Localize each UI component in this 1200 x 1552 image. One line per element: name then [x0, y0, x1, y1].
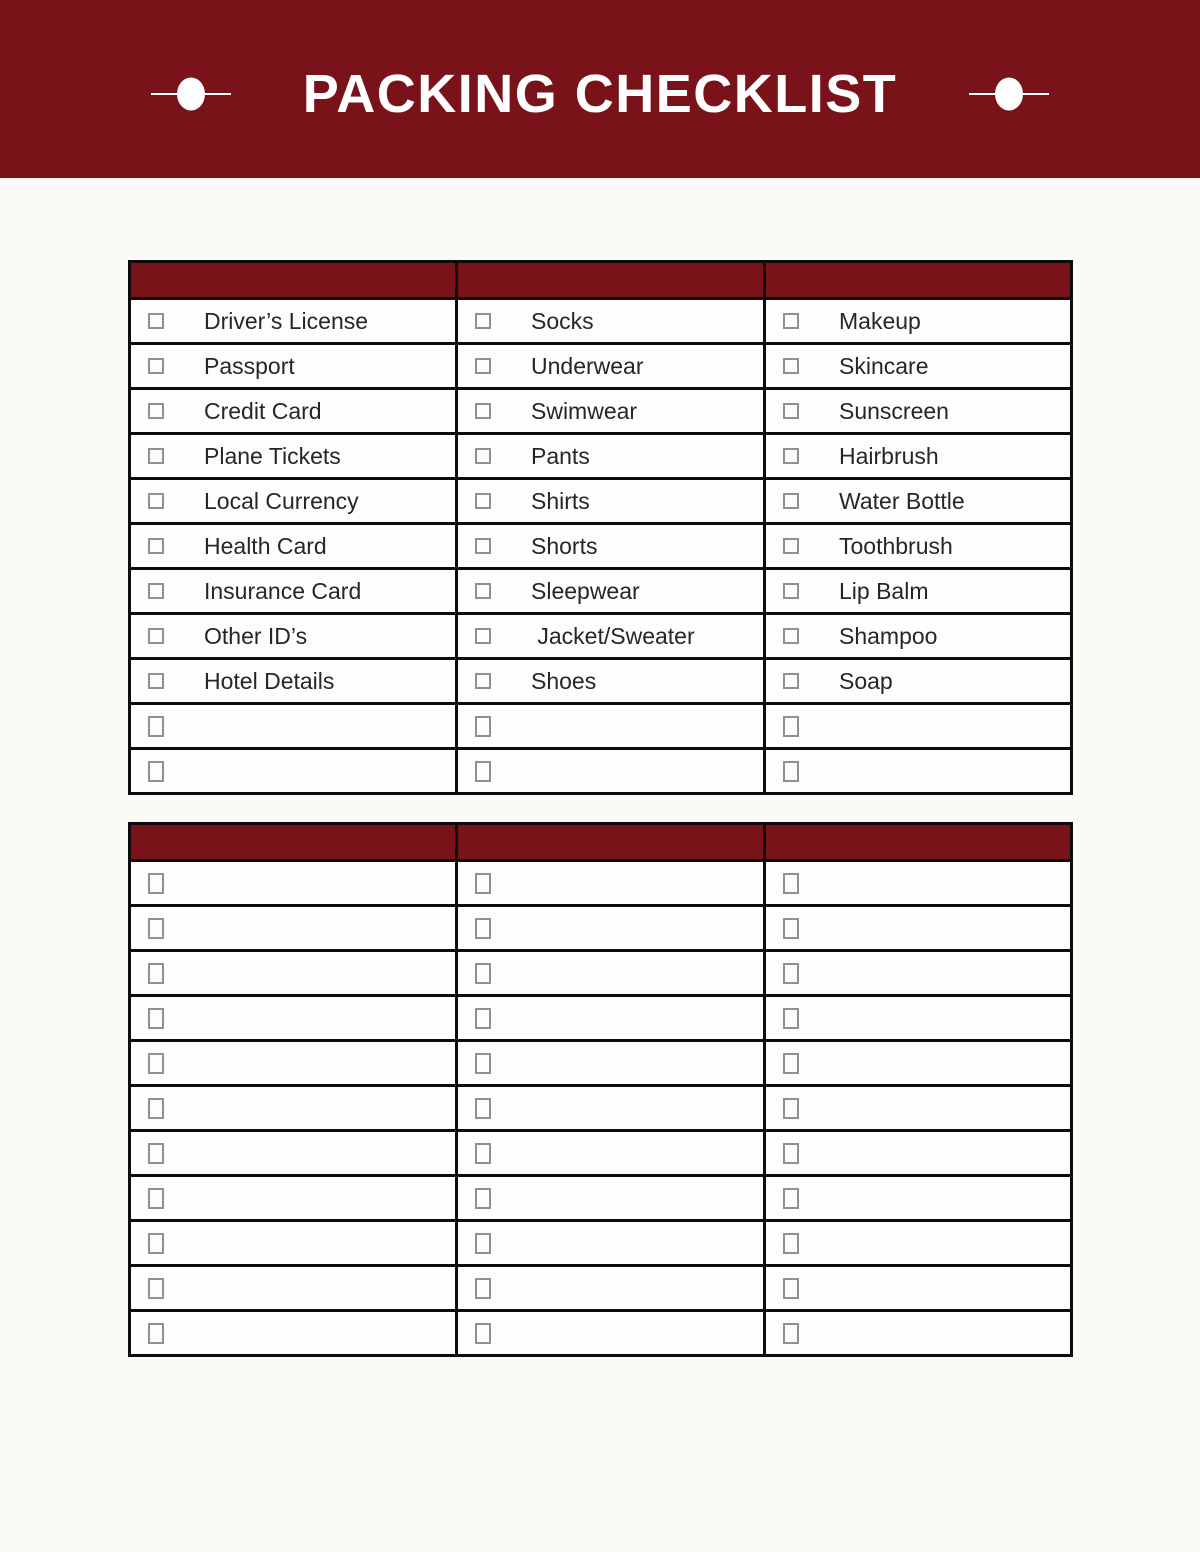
item-checkbox[interactable]	[475, 673, 491, 689]
checklist-cell	[765, 704, 1072, 749]
item-label: Sunscreen	[839, 397, 949, 424]
checklist-cell	[457, 344, 765, 389]
checklist-cell	[130, 659, 457, 704]
checklist-cell	[130, 524, 457, 569]
left-divider-ornament-icon	[151, 74, 231, 114]
checklist-cell	[457, 614, 765, 659]
item-checkbox[interactable]	[148, 761, 164, 782]
item-label: Soap	[839, 667, 893, 694]
item-checkbox[interactable]	[475, 313, 491, 329]
checklist-cell	[765, 861, 1072, 906]
item-checkbox[interactable]	[783, 1143, 799, 1164]
checklist-cell	[765, 1221, 1072, 1266]
checklist-cell	[457, 1266, 765, 1311]
packing-items-table	[128, 260, 1073, 795]
checklist-cell	[765, 434, 1072, 479]
checklist-cell	[765, 344, 1072, 389]
item-checkbox[interactable]	[783, 628, 799, 644]
extra-items-table	[128, 822, 1073, 1357]
checklist-cell	[457, 1086, 765, 1131]
item-label: Hotel Details	[204, 667, 335, 694]
item-checkbox[interactable]	[148, 1143, 164, 1164]
checklist-cell	[457, 951, 765, 996]
item-checkbox[interactable]	[475, 1323, 491, 1344]
checklist-cell	[457, 1221, 765, 1266]
item-label: Insurance Card	[204, 577, 362, 604]
table-row	[130, 1131, 1072, 1176]
checklist-cell	[130, 434, 457, 479]
ornament-dot-icon	[177, 78, 205, 111]
item-checkbox[interactable]	[148, 1008, 164, 1029]
table-header-cell	[130, 824, 457, 861]
item-checkbox[interactable]	[148, 583, 164, 599]
item-checkbox[interactable]	[783, 403, 799, 419]
item-checkbox[interactable]	[783, 918, 799, 939]
table-row	[130, 1176, 1072, 1221]
item-checkbox[interactable]	[148, 716, 164, 737]
item-checkbox[interactable]	[783, 673, 799, 689]
item-label: Health Card	[204, 532, 327, 559]
item-label: Makeup	[839, 307, 921, 334]
checklist-cell	[457, 659, 765, 704]
item-checkbox[interactable]	[783, 358, 799, 374]
item-checkbox[interactable]	[475, 1143, 491, 1164]
table-row	[130, 906, 1072, 951]
item-label: Hairbrush	[839, 442, 939, 469]
checklist-cell	[765, 1311, 1072, 1356]
table-row	[130, 659, 1072, 704]
item-checkbox[interactable]	[148, 628, 164, 644]
checklist-cell	[130, 906, 457, 951]
table-row	[130, 1086, 1072, 1131]
checklist-cell	[130, 344, 457, 389]
checklist-cell	[765, 1266, 1072, 1311]
checklist-cell	[765, 749, 1072, 794]
checklist-cell	[765, 906, 1072, 951]
item-label: Driver’s License	[204, 307, 369, 334]
item-checkbox[interactable]	[148, 873, 164, 894]
item-checkbox[interactable]	[783, 761, 799, 782]
checklist-cell	[130, 1086, 457, 1131]
table-row	[130, 951, 1072, 996]
checklist-cell	[765, 479, 1072, 524]
item-checkbox[interactable]	[783, 1233, 799, 1254]
item-checkbox[interactable]	[148, 918, 164, 939]
checklist-cell	[130, 1176, 457, 1221]
table-row	[130, 996, 1072, 1041]
item-checkbox[interactable]	[148, 1053, 164, 1074]
checklist-cell	[130, 299, 457, 344]
table-row	[130, 479, 1072, 524]
checklist-cell	[457, 299, 765, 344]
item-checkbox[interactable]	[148, 1233, 164, 1254]
item-checkbox[interactable]	[148, 358, 164, 374]
item-checkbox[interactable]	[475, 628, 491, 644]
table-header-cell	[457, 824, 765, 861]
item-checkbox[interactable]	[783, 1278, 799, 1299]
item-checkbox[interactable]	[475, 403, 491, 419]
checklist-cell	[765, 1041, 1072, 1086]
table-header-cell	[765, 824, 1072, 861]
checklist-cell	[457, 861, 765, 906]
table-row	[130, 1221, 1072, 1266]
table-header-cell	[457, 262, 765, 299]
item-label: Socks	[531, 307, 594, 334]
checklist-cell	[765, 299, 1072, 344]
table-row	[130, 344, 1072, 389]
checklist-cell	[765, 951, 1072, 996]
item-checkbox[interactable]	[148, 403, 164, 419]
item-checkbox[interactable]	[783, 538, 799, 554]
item-checkbox[interactable]	[783, 448, 799, 464]
checklist-cell	[130, 1041, 457, 1086]
checklist-cell	[130, 1221, 457, 1266]
item-checkbox[interactable]	[475, 918, 491, 939]
item-checkbox[interactable]	[475, 358, 491, 374]
table-row	[130, 1041, 1072, 1086]
table-row	[130, 434, 1072, 479]
table-header-row	[130, 824, 1072, 861]
checklist-cell	[130, 1131, 457, 1176]
checklist-cell	[457, 1311, 765, 1356]
checklist-cell	[765, 614, 1072, 659]
checklist-cell	[130, 614, 457, 659]
item-checkbox[interactable]	[783, 1008, 799, 1029]
header-banner	[0, 0, 1200, 178]
item-checkbox[interactable]	[475, 1188, 491, 1209]
right-divider-ornament-icon	[969, 74, 1049, 114]
item-checkbox[interactable]	[783, 1053, 799, 1074]
item-checkbox[interactable]	[475, 1278, 491, 1299]
checklist-cell	[457, 1041, 765, 1086]
checklist-cell	[130, 749, 457, 794]
item-checkbox[interactable]	[148, 963, 164, 984]
item-label: Shorts	[531, 532, 598, 559]
table-header-row	[130, 262, 1072, 299]
checklist-cell	[130, 1311, 457, 1356]
checklist-cell	[457, 434, 765, 479]
checklist-cell	[457, 996, 765, 1041]
checklist-cell	[457, 906, 765, 951]
item-checkbox[interactable]	[475, 493, 491, 509]
page-title: PACKING CHECKLIST	[302, 64, 898, 124]
item-checkbox[interactable]	[783, 963, 799, 984]
checklist-cell	[130, 704, 457, 749]
item-checkbox[interactable]	[475, 1233, 491, 1254]
item-checkbox[interactable]	[475, 1008, 491, 1029]
item-label: Jacket/Sweater	[531, 622, 695, 649]
checklist-cell	[457, 479, 765, 524]
table-row	[130, 749, 1072, 794]
item-label: Underwear	[531, 352, 644, 379]
checklist-cell	[765, 524, 1072, 569]
item-checkbox[interactable]	[783, 1323, 799, 1344]
table-row	[130, 861, 1072, 906]
item-checkbox[interactable]	[475, 873, 491, 894]
item-label: Shirts	[531, 487, 590, 514]
item-label: Passport	[204, 352, 295, 379]
item-label: Shoes	[531, 667, 597, 694]
item-checkbox[interactable]	[475, 1053, 491, 1074]
table-row	[130, 389, 1072, 434]
item-label: Lip Balm	[839, 577, 929, 604]
item-label: Shampoo	[839, 622, 938, 649]
item-label: Plane Tickets	[204, 442, 341, 469]
table-header-cell	[765, 262, 1072, 299]
item-checkbox[interactable]	[783, 716, 799, 737]
item-label: Local Currency	[204, 487, 359, 514]
checklist-cell	[457, 1131, 765, 1176]
table-row	[130, 1266, 1072, 1311]
item-checkbox[interactable]	[148, 1323, 164, 1344]
table-row	[130, 704, 1072, 749]
item-checkbox[interactable]	[783, 873, 799, 894]
checklist-cell	[457, 389, 765, 434]
item-checkbox[interactable]	[148, 1098, 164, 1119]
item-checkbox[interactable]	[783, 1098, 799, 1119]
table-row	[130, 524, 1072, 569]
item-checkbox[interactable]	[475, 538, 491, 554]
item-checkbox[interactable]	[475, 761, 491, 782]
item-checkbox[interactable]	[475, 716, 491, 737]
item-checkbox[interactable]	[148, 673, 164, 689]
ornament-dot-icon	[995, 78, 1023, 111]
checklist-cell	[457, 569, 765, 614]
item-checkbox[interactable]	[148, 538, 164, 554]
checklist-cell	[765, 1086, 1072, 1131]
checklist-cell	[130, 389, 457, 434]
item-checkbox[interactable]	[148, 1278, 164, 1299]
item-checkbox[interactable]	[148, 313, 164, 329]
checklist-cell	[457, 749, 765, 794]
checklist-cell	[765, 389, 1072, 434]
checklist-cell	[130, 1266, 457, 1311]
item-checkbox[interactable]	[148, 493, 164, 509]
item-checkbox[interactable]	[783, 583, 799, 599]
item-checkbox[interactable]	[475, 583, 491, 599]
item-checkbox[interactable]	[475, 1098, 491, 1119]
checklist-cell	[765, 1176, 1072, 1221]
checklist-cell	[130, 569, 457, 614]
table-row	[130, 569, 1072, 614]
checklist-cell	[765, 659, 1072, 704]
checklist-cell	[765, 996, 1072, 1041]
checklist-cell	[457, 1176, 765, 1221]
item-checkbox[interactable]	[148, 1188, 164, 1209]
table-header-cell	[130, 262, 457, 299]
item-label: Water Bottle	[839, 487, 965, 514]
item-label: Credit Card	[204, 397, 322, 424]
checklist-cell	[457, 704, 765, 749]
item-label: Swimwear	[531, 397, 638, 424]
item-label: Sleepwear	[531, 577, 640, 604]
item-checkbox[interactable]	[475, 963, 491, 984]
checklist-cell	[130, 861, 457, 906]
checklist-cell	[457, 524, 765, 569]
item-label: Other ID’s	[204, 622, 308, 649]
checklist-cell	[130, 996, 457, 1041]
item-checkbox[interactable]	[783, 1188, 799, 1209]
table-row	[130, 1311, 1072, 1356]
item-checkbox[interactable]	[148, 448, 164, 464]
item-checkbox[interactable]	[475, 448, 491, 464]
checklist-cell	[765, 569, 1072, 614]
checklist-cell	[130, 951, 457, 996]
page-content	[0, 178, 1200, 1357]
checklist-cell	[130, 479, 457, 524]
table-row	[130, 614, 1072, 659]
item-label: Pants	[531, 442, 590, 469]
item-checkbox[interactable]	[783, 313, 799, 329]
item-label: Toothbrush	[839, 532, 953, 559]
item-checkbox[interactable]	[783, 493, 799, 509]
checklist-cell	[765, 1131, 1072, 1176]
table-row	[130, 299, 1072, 344]
item-label: Skincare	[839, 352, 929, 379]
